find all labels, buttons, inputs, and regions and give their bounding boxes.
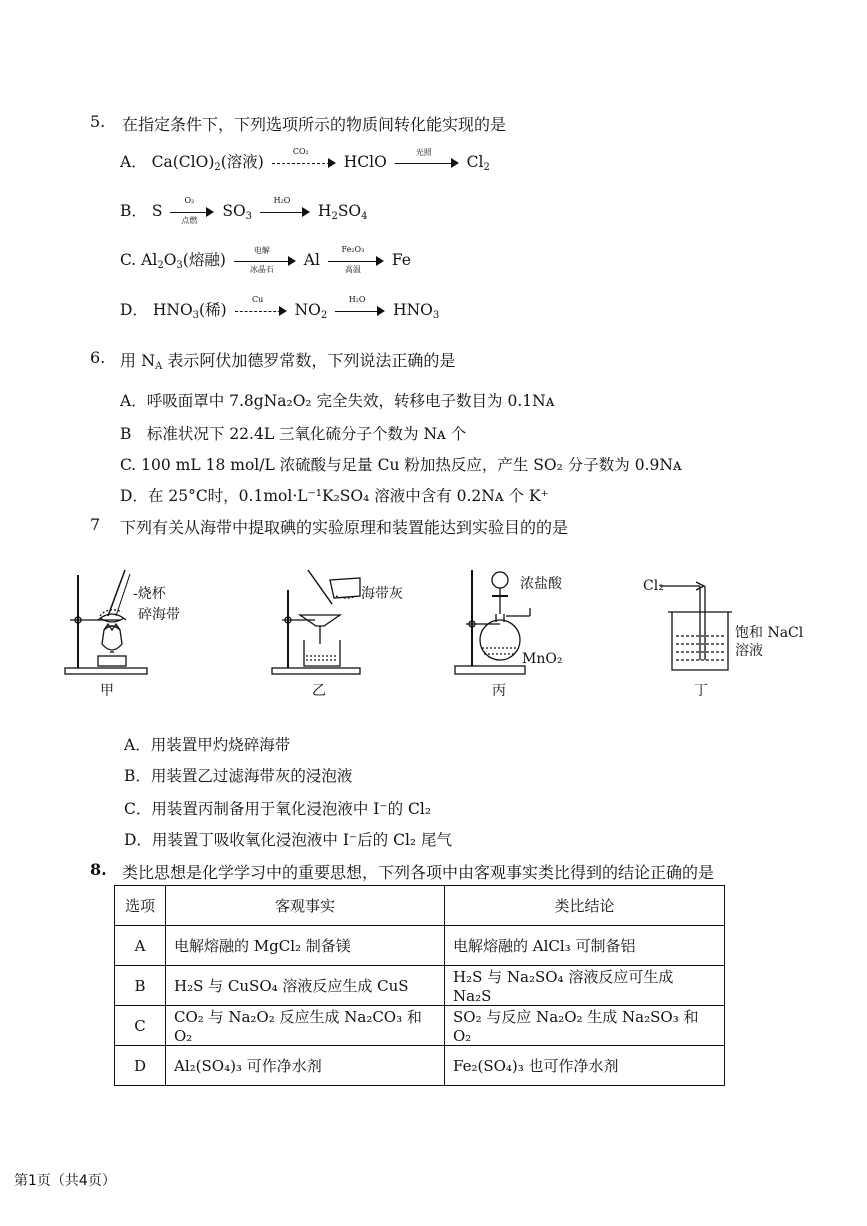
q7-option-d: D．用装置丁吸收氧化浸泡液中 I⁻后的 Cl₂ 尾气 (124, 831, 453, 849)
apparatus-figure (60, 560, 850, 700)
reaction-arrow: 电解 冰晶石 (234, 254, 296, 268)
table-header: 客观事实 (166, 886, 445, 926)
q7-option-a: A．用装置甲灼烧碎海带 (124, 736, 291, 754)
table-cell: B (115, 966, 166, 1006)
reaction-arrow: Fe₂O₃ 高温 (328, 254, 384, 268)
table-cell: Al₂(SO₄)₃ 可作净水剂 (166, 1046, 445, 1086)
reaction-arrow: H₂O (260, 205, 310, 219)
page-footer: 第1页（共4页） (14, 1173, 116, 1189)
table-cell: CO₂ 与 Na₂O₂ 反应生成 Na₂CO₃ 和 O₂ (166, 1006, 445, 1046)
table-cell: 电解熔融的 MgCl₂ 制备镁 (166, 926, 445, 966)
q5-number: 5. (90, 112, 106, 131)
table-cell: SO₂ 与反应 Na₂O₂ 生成 Na₂SO₃ 和 O₂ (445, 1006, 725, 1046)
table-cell: H₂S 与 CuSO₄ 溶液反应生成 CuS (166, 966, 445, 1006)
ding-label-nacl: 饱和 NaCl (735, 625, 804, 641)
apparatus-yi (272, 570, 360, 674)
bing-label-mno2: MnO₂ (522, 651, 563, 667)
caption-bing: 丙 (492, 683, 506, 699)
reaction-arrow: CO₂ (272, 156, 336, 170)
q6-number: 6. (90, 348, 106, 367)
q5-option-c: C. $Al_2O_3$(熔融) 电解 冰晶石 Al Fe₂O₃ 高温 Fe (120, 245, 411, 274)
q5-option-b: B． S O₂ 点燃 $SO_3$ H₂O $H_2SO_4$ (120, 196, 368, 225)
q7-stem: 下列有关从海带中提取碘的实验原理和装置能达到实验目的的是 (120, 518, 569, 537)
q8-table (114, 885, 725, 1086)
q5-option-d: D． $HNO_3$(稀) Cu $NO_2$ H₂O $HNO_3$ (120, 295, 440, 321)
ding-label-solution: 溶液 (735, 643, 763, 659)
table-row (115, 966, 725, 1006)
q5-option-a: A． $Ca(ClO)_2$(溶液) CO₂ HClO 光照 $Cl_2$ (120, 147, 490, 173)
reaction-arrow: Cu (235, 304, 287, 318)
table-row (115, 926, 725, 966)
table-header-row (115, 886, 725, 926)
q6-option-d: D．在 25°C时，0.1mol·L⁻¹K₂SO₄ 溶液中含有 0.2Nᴀ 个 K⁺ (120, 487, 549, 505)
q7-number: 7 (90, 515, 101, 534)
bing-label-hcl: 浓盐酸 (520, 576, 562, 592)
q8-number: 8. (90, 860, 107, 879)
caption-ding: 丁 (694, 683, 708, 699)
q7-option-c: C．用装置丙制备用于氧化浸泡液中 I⁻的 Cl₂ (124, 800, 432, 818)
reaction-arrow: O₂ 点燃 (170, 205, 214, 219)
q6-option-b: B 标准状况下 22.4L 三氧化硫分子个数为 Nᴀ 个 (120, 425, 467, 443)
table-cell: D (115, 1046, 166, 1086)
table-row (115, 1006, 725, 1046)
jia-label-seaweed: 碎海带 (138, 607, 180, 623)
q6-stem: 用 $N_A$ 表示阿伏加德罗常数，下列说法正确的是 (120, 351, 456, 372)
table-header: 选项 (115, 886, 166, 926)
q7-option-b: B．用装置乙过滤海带灰的浸泡液 (124, 767, 353, 785)
reaction-arrow: H₂O (335, 304, 385, 318)
q8-stem: 类比思想是化学学习中的重要思想，下列各项中由客观事实类比得到的结论正确的是 (122, 863, 715, 882)
q6-option-a: A．呼吸面罩中 7.8gNa₂O₂ 完全失效，转移电子数目为 0.1Nᴀ (120, 392, 555, 410)
table-cell: C (115, 1006, 166, 1046)
q6-option-c: C. 100 mL 18 mol/L 浓硫酸与足量 Cu 粉加热反应，产生 SO₂ 分子数为 0.9Nᴀ (120, 456, 682, 474)
q5-stem: 在指定条件下，下列选项所示的物质间转化能实现的是 (122, 115, 507, 134)
table-cell: Fe₂(SO₄)₃ 也可作净水剂 (445, 1046, 725, 1086)
caption-jia: 甲 (100, 683, 114, 699)
yi-label-ash: 海带灰 (361, 586, 403, 602)
caption-yi: 乙 (312, 683, 326, 699)
table-cell: 电解熔融的 AlCl₃ 可制备铝 (445, 926, 725, 966)
jia-label-beaker: -烧杯 (133, 586, 166, 602)
table-cell: A (115, 926, 166, 966)
table-row (115, 1046, 725, 1086)
reaction-arrow: 光照 (395, 156, 459, 170)
apparatus-ding (660, 582, 732, 670)
ding-label-cl2: Cl₂ (643, 578, 664, 594)
table-header: 类比结论 (445, 886, 725, 926)
table-cell: H₂S 与 Na₂SO₄ 溶液反应可生成 Na₂S (445, 966, 725, 1006)
apparatus-bing (455, 570, 530, 674)
